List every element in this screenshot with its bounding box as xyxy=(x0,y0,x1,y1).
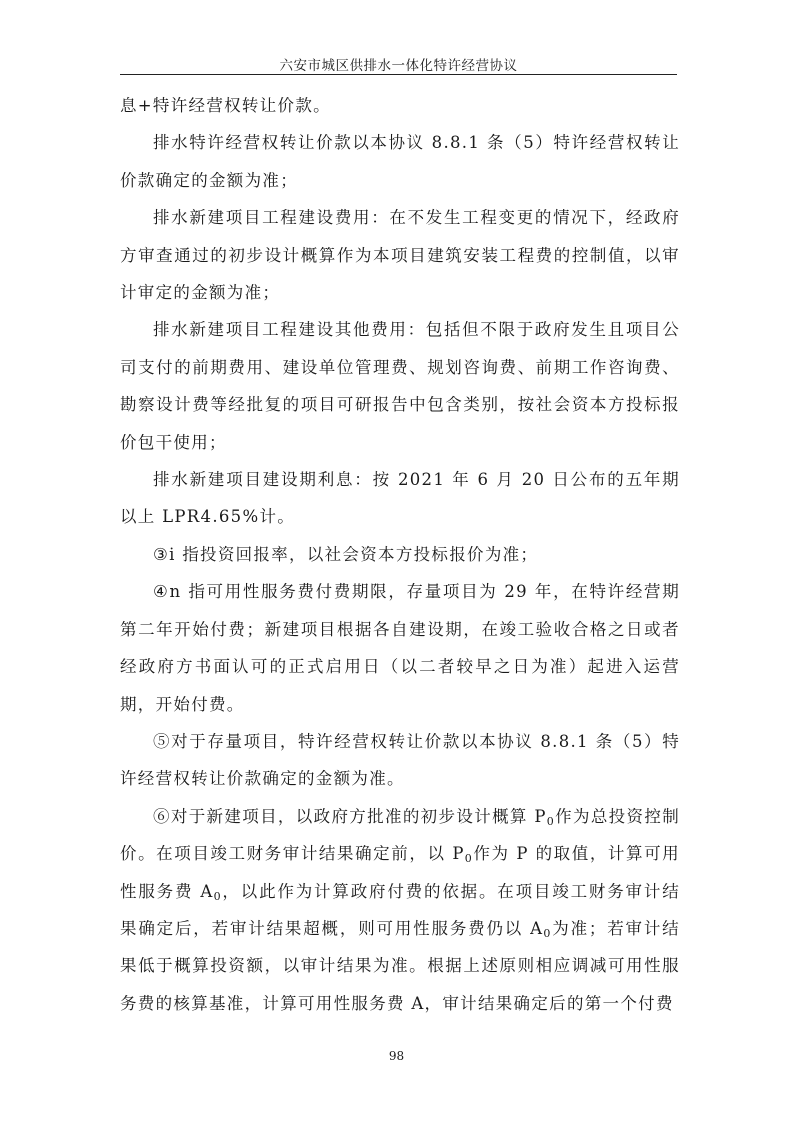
text-run: 作为 P 的取值，计算可用性服务费 A xyxy=(120,844,680,901)
paragraph-return-rate: ③i 指投资回报率，以社会资本方投标报价为准； xyxy=(153,544,539,564)
paragraph-construction-cost: 排水新建项目工程建设费用：在不发生工程变更的情况下，经政府方审查通过的初步设计概算作为本项目建筑安装工程费的控制值，以审计审定的金额为准； xyxy=(120,208,680,303)
paragraph-transfer-price: 排水特许经营权转让价款以本协议 8.8.1 条（5）特许经营权转让价款确定的金额为准； xyxy=(120,133,680,190)
page-number: 98 xyxy=(388,1049,405,1063)
paragraph-other-costs: 排水新建项目工程建设其他费用：包括但不限于政府发生且项目公司支付的前期费用、建设单位管理费、规划咨询费、前期工作咨询费、勘察设计费等经批复的项目可研报告中包含类别，按社会资本方投标报价包干使用； xyxy=(120,320,680,452)
text-run: ，以此作为计算政府付费的依据。在项目竣工财务审计结果确定后，若审计结果超概，则可用性服务费仍以 A xyxy=(120,881,681,938)
header-divider xyxy=(120,74,677,75)
text-run: ⑥对于新建项目，以政府方批准的初步设计概算 P xyxy=(153,806,547,826)
subscript-zero: 0 xyxy=(213,889,222,903)
paragraph-new-projects xyxy=(120,798,680,1022)
document-header-title: 六安市城区供排水一体化特许经营协议 xyxy=(279,58,518,74)
document-body xyxy=(120,87,680,1022)
subscript-zero: 0 xyxy=(464,852,474,866)
text-run: 作为总投资控制价。在项目竣工财务审计结果确定前，以 P xyxy=(120,806,680,864)
paragraph-interest: 排水新建项目建设期利息：按 2021 年 6 月 20 日公布的五年期以上 LPR4.65%计。 xyxy=(120,470,680,527)
subscript-zero: 0 xyxy=(543,926,552,940)
text-run: 为准；若审计结果低于概算投资额，以审计结果为准。根据上述原则相应调减可用性服务费的核算基准，计算可用性服务费 A，审计结果确定后的第一个付费 xyxy=(120,918,680,1013)
paragraph-payment-period: ④n 指可用性服务费付费期限，存量项目为 29 年，在特许经营期第二年开始付费；新建项目根据各自建设期，在竣工验收合格之日或者经政府方书面认可的正式启用日（以二者较早之日为准）起进入运营期，开始付费。 xyxy=(120,582,680,714)
paragraph-continuation: 息+特许经营权转让价款。 xyxy=(120,96,331,115)
paragraph-existing-projects: ⑤对于存量项目，特许经营权转让价款以本协议 8.8.1 条（5）特许经营权转让价款确定的金额为准。 xyxy=(120,731,680,789)
subscript-zero: 0 xyxy=(546,814,556,828)
